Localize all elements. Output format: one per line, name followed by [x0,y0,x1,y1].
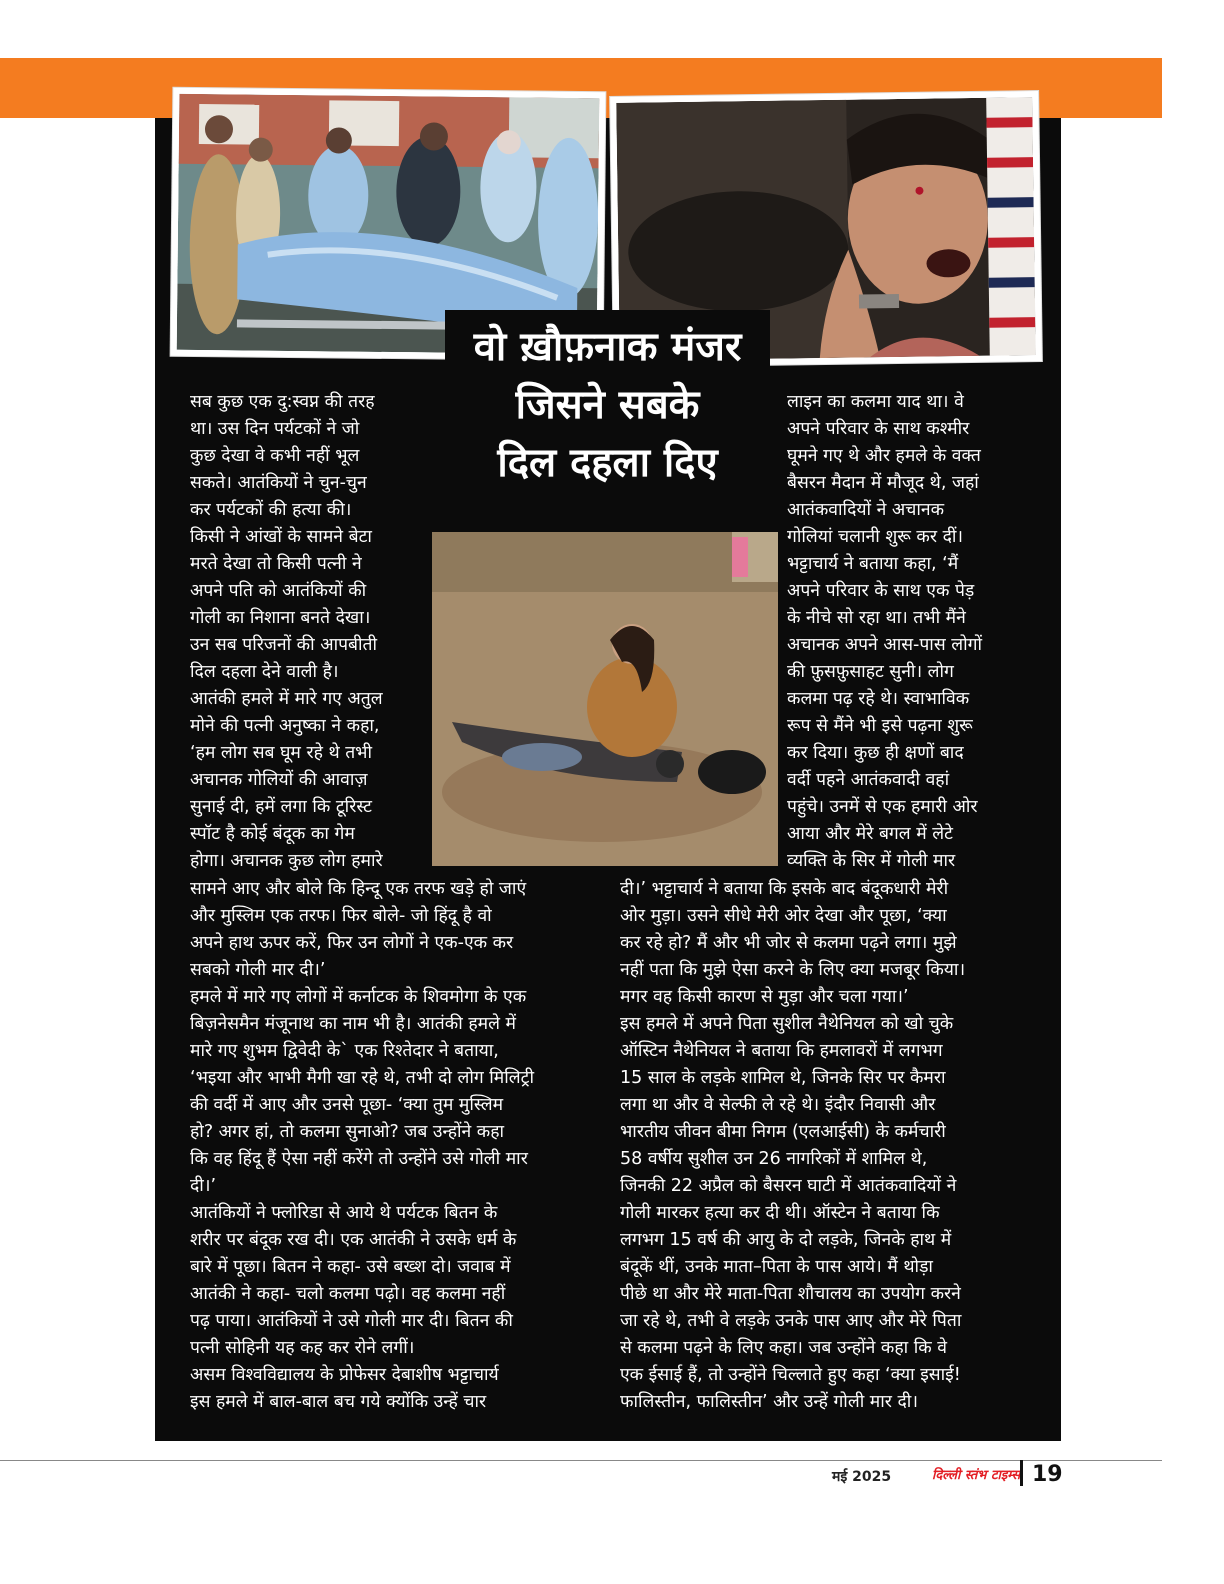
text-line: के नीचे सो रहा था। तभी मैंने [787,608,966,628]
text-line: की फ़ुसफ़ुसाहट सुनी। लोग [787,662,954,682]
text-line: किसी ने आंखों के सामने बेटा [190,527,372,547]
text-line: पहुंचे। उनमें से एक हमारी ओर [787,797,978,817]
text-line: जिनकी 22 अप्रैल को बैसरन घाटी में आतंकवादियों ने [620,1176,957,1196]
text-line: मारे गए शुभम द्विवेदी के` एक रिश्तेदार ने बताया, [190,1041,499,1061]
text-line: शरीर पर बंदूक रख दी। एक आतंकी ने उसके धर्म के [190,1230,517,1250]
text-line: अपने परिवार के साथ एक पेड़ [787,581,975,601]
text-line: पत्नी सोहिनी यह कह कर रोने लगीं। [190,1338,415,1358]
text-line: कलमा पढ़ रहे थे। स्वाभाविक [787,689,970,709]
headline-line-2: जिसने सबके [515,382,700,428]
text-line: सकते। आतंकियों ने चुन-चुन [190,473,367,493]
text-line: 58 वर्षीय सुशील उन 26 नागरिकों में शामिल थे, [620,1149,928,1169]
footer-separator-bar [1020,1460,1023,1486]
text-line: हो? अगर हां, तो कलमा सुनाओ? जब उन्होंने कहा [190,1122,505,1142]
text-line: होगा। अचानक कुछ लोग हमारे [190,851,383,871]
text-line: बारे में पूछा। बितन ने कहा- उसे बख्श दो। जवाब में [190,1257,511,1277]
text-line: कर रहे हो? मैं और भी जोर से कलमा पढ़ने लगा। मुझे [620,933,957,953]
photo-woman-beside-body [432,532,778,866]
text-line: घूमने गए थे और हमले के वक्त [787,446,981,466]
text-line: आया और मेरे बगल में लेटे [787,824,953,844]
text-line: सबको गोली मार दी।’ [190,960,326,980]
text-line: की वर्दी में आए और उनसे पूछा- ‘क्या तुम मुस्लिम [190,1095,504,1115]
text-line: हमले में मारे गए लोगों में कर्नाटक के शिवमोगा के एक [190,987,527,1007]
text-line: बिज़नेसमैन मंजूनाथ का नाम भी है। आतंकी हमले में [190,1014,516,1034]
text-line: बंदूकें थीं, उनके माता–पिता के पास आये। मैं थोड़ा [620,1257,933,1277]
text-line: आतंकवादियों ने अचानक [787,500,945,520]
text-line: कुछ देखा वे कभी नहीं भूल [190,446,360,466]
article-column-left-top [190,389,430,875]
text-line: लगभग 15 वर्ष की आयु के दो लड़के, जिनके हाथ में [620,1230,952,1250]
text-line: अचानक गोलियों की आवाज़ [190,770,368,790]
woman-beside-body-image [432,532,778,866]
text-line: फालिस्तीन, फालिस्तीन’ और उन्हें गोली मार दी। [620,1392,918,1412]
text-line: भट्टाचार्य ने बताया कहा, ‘मैं [787,554,959,574]
text-line: गोली मारकर हत्या कर दी थी। ऑस्टेन ने बताया कि [620,1203,940,1223]
text-line: गोलियां चलानी शुरू कर दीं। [787,527,964,547]
article-column-right-top [787,389,1047,875]
text-line: स्पॉट है कोई बंदूक का गेम [190,824,355,844]
text-line: मरते देखा तो किसी पत्नी ने [190,554,362,574]
article-headline [445,310,770,518]
text-line: रूप से मैंने भी इसे पढ़ना शुरू [787,716,973,736]
text-line: से कलमा पढ़ने के लिए कहा। जब उन्होंने कहा कि वे [620,1338,947,1358]
text-line: बैसरन मैदान में मौजूद थे, जहां [787,473,979,493]
text-line: इस हमले में बाल-बाल बच गये क्योंकि उन्हें चार [190,1392,487,1412]
text-line: आतंकी हमले में मारे गए अतुल [190,689,383,709]
footer-issue-date: मई 2025 [832,1469,892,1485]
text-line: 15 साल के लड़के शामिल थे, जिनके सिर पर कैमरा [620,1068,946,1088]
text-line: इस हमले में अपने पिता सुशील नैथेनियल को खो चुके [620,1014,954,1034]
headline-line-1: वो ख़ौफ़नाक मंजर [473,324,742,370]
text-line: जा रहे थे, तभी वे लड़के उनके पास आए और मेरे पिता [620,1311,962,1331]
text-line: अपने हाथ ऊपर करें, फिर उन लोगों ने एक-एक कर [190,933,514,953]
text-line: अपने परिवार के साथ कश्मीर [787,419,970,439]
text-line: था। उस दिन पर्यटकों ने जो [190,419,360,439]
footer-magazine-logo: दिल्ली स्तंभ टाइम्स [932,1468,1021,1483]
text-line: पढ़ पाया। आतंकियों ने उसे गोली मार दी। बितन की [190,1311,513,1331]
text-line: लगा था और वे सेल्फी ले रहे थे। इंदौर निवासी और [620,1095,936,1115]
text-line: आतंकी ने कहा- चलो कलमा पढ़ो। वह कलमा नहीं [190,1284,506,1304]
text-line: दी।’ [190,1176,217,1196]
text-line: असम विश्वविद्यालय के प्रोफेसर देबाशीष भट्टाचार्य [190,1365,499,1385]
text-line: सुनाई दी, हमें लगा कि टूरिस्ट [190,797,372,817]
text-line: मोने की पत्नी अनुष्का ने कहा, [190,716,380,736]
text-line: गोली का निशाना बनते देखा। [190,608,371,628]
text-line: कर दिया। कुछ ही क्षणों बाद [787,743,964,763]
text-line: पीछे था और मेरे माता-पिता शौचालय का उपयोग करने [620,1284,961,1304]
text-line: वर्दी पहने आतंकवादी वहां [787,770,950,790]
text-line: एक ईसाई हैं, तो उन्होंने चिल्लाते हुए कहा ‘क्या इसाई! [620,1365,961,1385]
text-line: सामने आए और बोले कि हिन्दू एक तरफ खड़े हो जाएं [190,879,527,899]
text-line: सब कुछ एक दु:स्वप्न की तरह [190,392,375,412]
text-line: उन सब परिजनों की आपबीती [190,635,378,655]
text-line: कर पर्यटकों की हत्या की। [190,500,352,520]
text-line: अचानक अपने आस-पास लोगों [787,635,982,655]
text-line: ‘भइया और भाभी मैगी खा रहे थे, तभी दो लोग मिलिट्री [190,1068,535,1088]
text-line: कि वह हिंदू हैं ऐसा नहीं करेंगे तो उन्होंने उसे गोली मार [190,1149,528,1169]
text-line: व्यक्ति के सिर में गोली मार [787,851,956,871]
text-line: ‘हम लोग सब घूम रहे थे तभी [190,743,373,763]
text-line: ऑस्टिन नैथेनियल ने बताया कि हमलावरों में लगभग [620,1041,943,1061]
text-line: नहीं पता कि मुझे ऐसा करने के लिए क्या मजबूर किया। [620,960,966,980]
footer-divider [0,1460,1162,1461]
text-line: आतंकियों ने फ्लोरिडा से आये थे पर्यटक बितन के [190,1203,498,1223]
text-line: अपने पति को आतंकियों की [190,581,367,601]
text-line: ओर मुड़ा। उसने सीधे मेरी ओर देखा और पूछा, ‘क्या [620,906,947,926]
text-line: भारतीय जीवन बीमा निगम (एलआईसी) के कर्मचारी [620,1122,946,1142]
text-line: दी।’ भट्टाचार्य ने बताया कि इसके बाद बंदूकधारी मेरी [620,879,949,899]
headline-line-3: दिल दहला दिए [497,440,718,486]
footer-page-number: 19 [1032,1462,1063,1487]
text-line: मगर वह किसी कारण से मुड़ा और चला गया।’ [620,987,909,1007]
text-line: लाइन का कलमा याद था। वे [787,392,964,412]
text-line: और मुस्लिम एक तरफ। फिर बोले- जो हिंदू है वो [190,906,492,926]
article-column-left-bottom [190,876,610,1416]
text-line: दिल दहला देने वाली है। [190,662,339,682]
article-column-right-bottom [620,876,1040,1416]
